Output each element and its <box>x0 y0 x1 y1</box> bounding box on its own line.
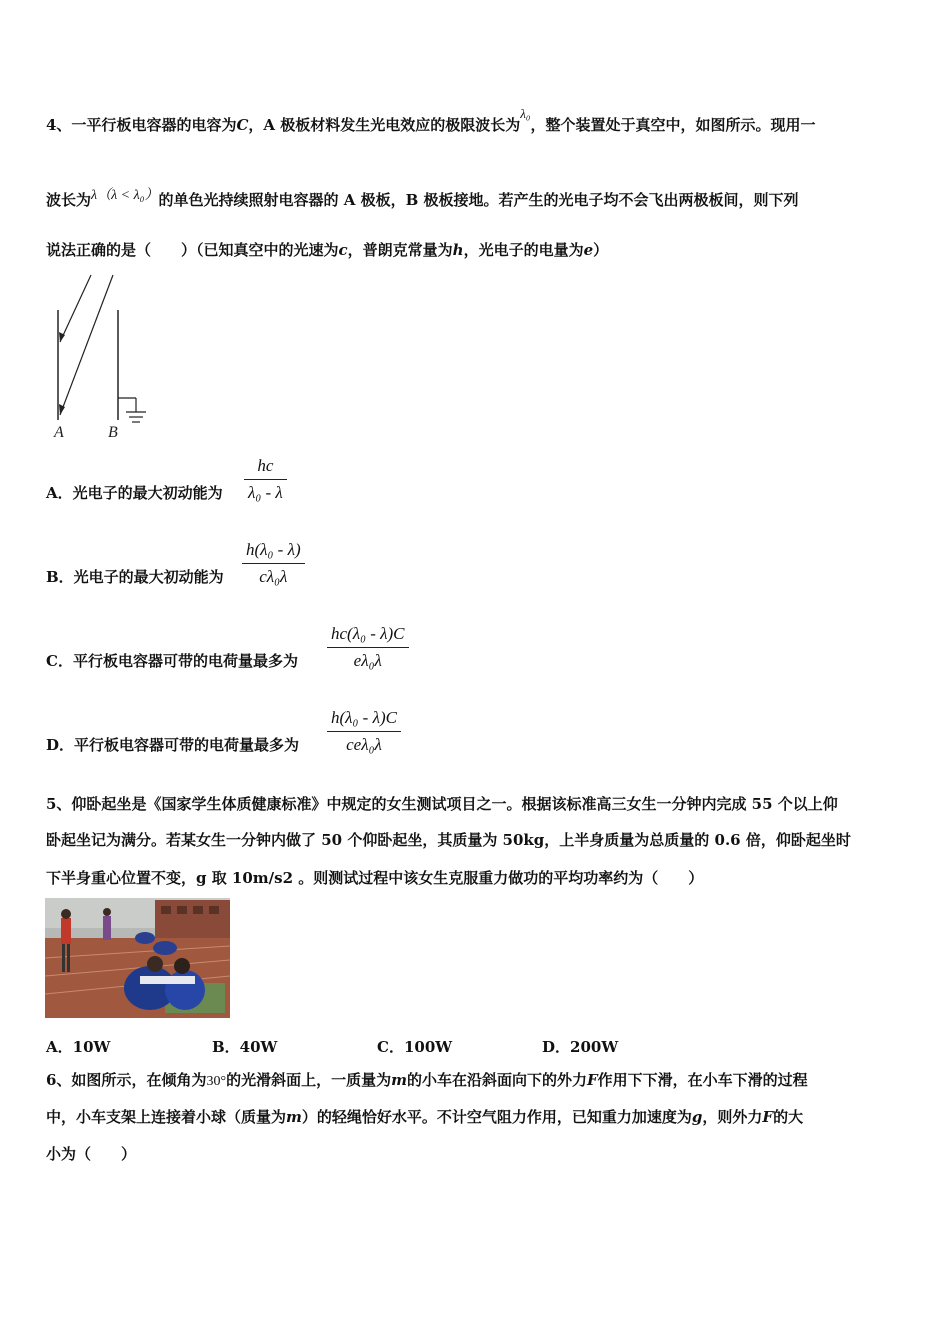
q6-text: 的大 <box>773 1108 804 1126</box>
fraction-denominator: λ₀ - λ <box>248 483 283 502</box>
situp-photo <box>45 898 230 1018</box>
q6-text: 6、如图所示，在倾角为 <box>46 1071 207 1089</box>
lambda-symbol: λ <box>91 188 98 203</box>
fraction-numerator: hc <box>257 456 274 475</box>
q6-text: 作用下下滑，在小车下滑的过程 <box>597 1071 808 1089</box>
q6-line-3: 小为（ ） <box>46 1145 137 1163</box>
option-d[interactable] <box>46 734 299 755</box>
choice-c[interactable]: C．100W <box>377 1038 453 1056</box>
q4-text: 说法正确的是（ ）（已知真空中的光速为 <box>46 241 339 259</box>
choice-a[interactable]: A．10W <box>46 1038 111 1056</box>
q4-line-1 <box>46 106 816 136</box>
option-a[interactable] <box>46 482 223 503</box>
q5-line-2: 卧起坐记为满分。若某女生一分钟内做了 50 个仰卧起坐，其质量为 50kg，上半身质量为总质量的 0.6 倍，仰卧起坐时 <box>46 831 851 849</box>
light-ray-2 <box>60 275 113 415</box>
option-a-label: A．光电子的最大初动能为 <box>46 484 223 502</box>
q6-text: ，则外力 <box>702 1108 763 1126</box>
option-b[interactable] <box>46 566 224 587</box>
option-d-fraction <box>327 708 401 755</box>
q6-text: ）的轻绳恰好水平。不计空气阻力作用，已知重力加速度为 <box>301 1108 692 1126</box>
var-force: F <box>586 1071 598 1089</box>
q4-text: 的单色光持续照射电容器的 A 极板，B 极板接地。若产生的光电子均不会飞出两极板间，则下列 <box>158 191 799 209</box>
lambda0-symbol: λ₀ <box>520 106 531 121</box>
fraction-numerator: h(λ₀ - λ) <box>246 540 301 559</box>
q4-line-2 <box>46 190 799 212</box>
fraction-denominator: cλ₀λ <box>259 567 288 586</box>
q4-text: 波长为 <box>46 191 92 209</box>
choice-b[interactable]: B．40W <box>212 1038 278 1056</box>
fraction-denominator: eλ₀λ <box>353 651 382 670</box>
q6-text: 的小车在沿斜面向下的外力 <box>406 1071 587 1089</box>
q5-line-3: 下半身重心位置不变，g 取 10m/s2 。则测试过程中该女生克服重力做功的平均功率约为（ ） <box>46 869 704 887</box>
choice-d[interactable]: D．200W <box>542 1038 619 1056</box>
var-mass: m <box>391 1071 407 1089</box>
var-mass: m <box>286 1108 302 1126</box>
q6-text: 中，小车支架上连接着小球（质量为 <box>46 1108 287 1126</box>
light-ray-1 <box>60 275 91 342</box>
q5-line-1: 5、仰卧起坐是《国家学生体质健康标准》中规定的女生测试项目之一。根据该标准高三女生一分钟内完成 55 个以上仰 <box>46 795 838 813</box>
q6-line-1 <box>46 1070 808 1092</box>
option-c-label: C．平行板电容器可带的电荷量最多为 <box>46 652 298 670</box>
option-b-fraction <box>242 540 305 587</box>
q4-text: ，普朗克常量为 <box>347 241 453 259</box>
q4-text: ，整个装置处于真空中，如图所示。现用一 <box>530 116 816 134</box>
fraction-denominator: ceλ₀λ <box>346 735 382 754</box>
option-b-label: B．光电子的最大初动能为 <box>46 568 224 586</box>
option-c[interactable] <box>46 650 298 671</box>
q6-line-2 <box>46 1107 803 1127</box>
angle-value: 30° <box>206 1074 227 1089</box>
var-planck: h <box>452 241 464 259</box>
fraction-numerator: h(λ₀ - λ)C <box>331 708 397 727</box>
lambda-condition: （λ < λ₀） <box>97 188 159 203</box>
capacitor-figure <box>46 270 156 445</box>
q4-text: ） <box>593 241 609 259</box>
option-a-fraction <box>244 456 287 503</box>
q4-text: ，A 极板材料发生光电效应的极限波长为 <box>248 116 521 134</box>
var-light-speed: c <box>338 241 348 259</box>
var-charge: e <box>583 241 594 259</box>
var-capacitance: C <box>236 116 249 134</box>
option-d-label: D．平行板电容器可带的电荷量最多为 <box>46 736 300 754</box>
var-gravity: g <box>691 1108 703 1126</box>
option-c-fraction <box>327 624 409 671</box>
q4-line-3 <box>46 240 608 260</box>
label-a: A <box>54 424 64 441</box>
label-b: B <box>108 424 118 441</box>
q4-text: 4、一平行板电容器的电容为 <box>46 116 237 134</box>
q6-text: 的光滑斜面上，一质量为 <box>226 1071 392 1089</box>
fraction-numerator: hc(λ₀ - λ)C <box>331 624 405 643</box>
q4-text: ，光电子的电量为 <box>463 241 584 259</box>
var-force: F <box>762 1108 774 1126</box>
